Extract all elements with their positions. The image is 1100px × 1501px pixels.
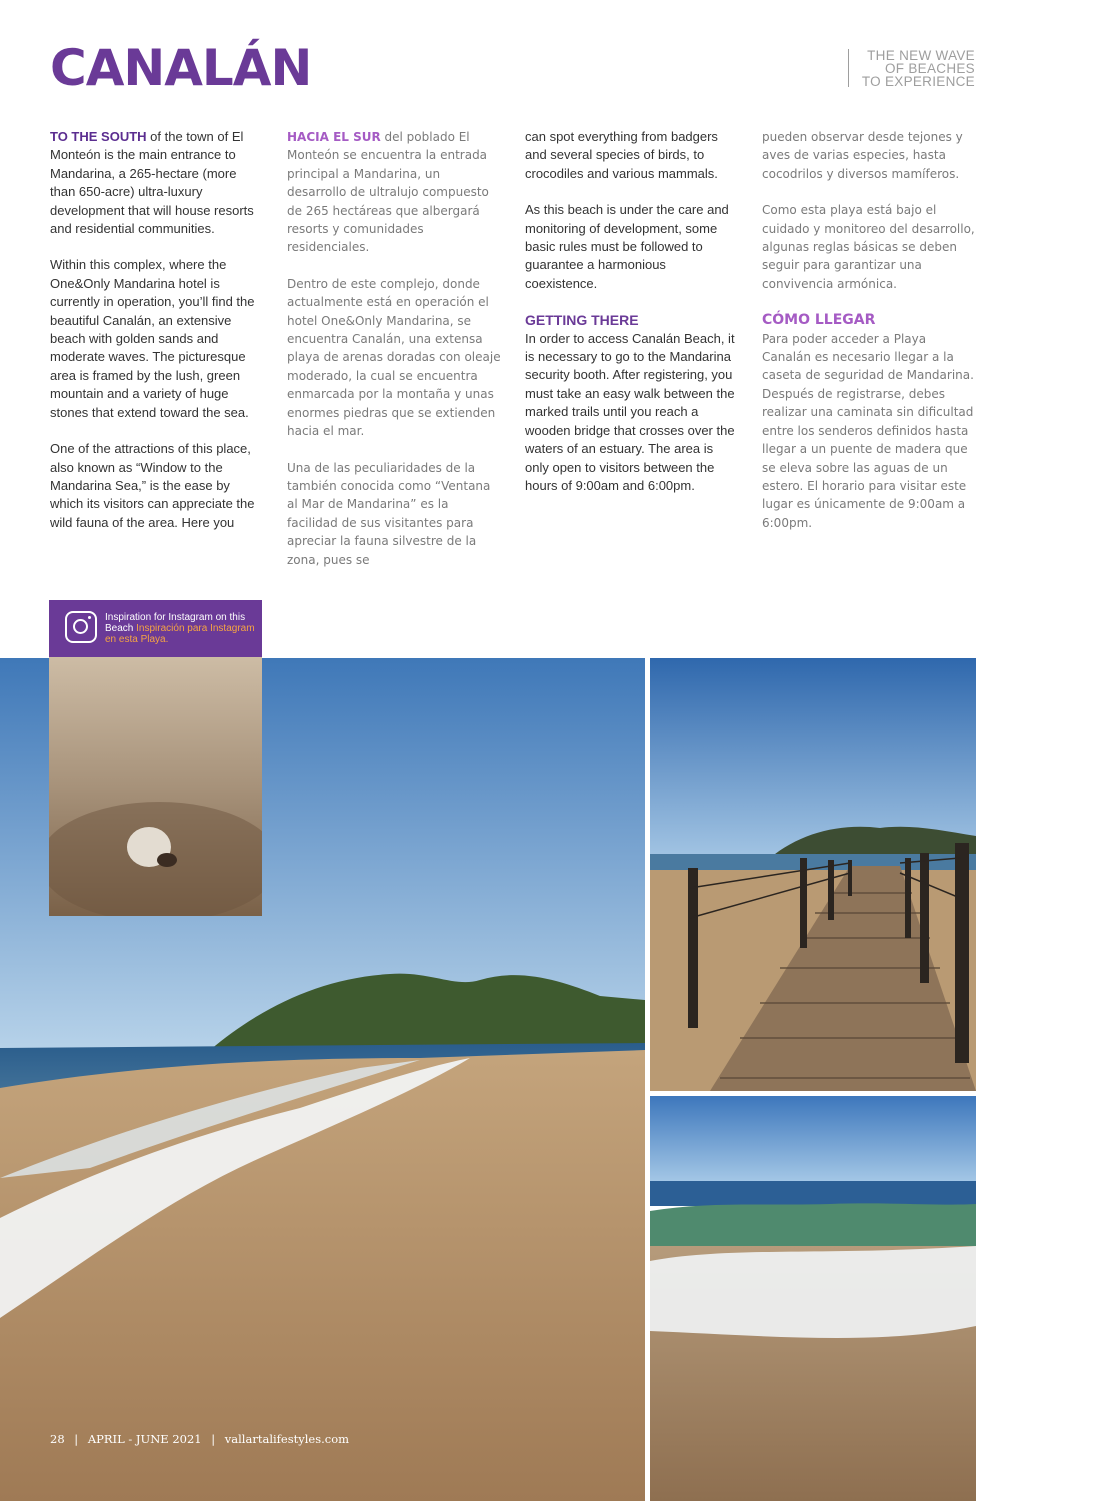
footer-separator: |	[74, 1432, 79, 1446]
page-number: 28	[50, 1432, 65, 1446]
paragraph: One of the attractions of this place, also known as “Window to the Mandarina Sea,” is the ease by which its visitors can appreciate the wild fauna of the area. Here you	[50, 441, 255, 530]
paragraph: In order to access Canalán Beach, it is necessary to go to the Mandarina security booth. After registering, you must take an easy walk between the marked trails until you reach a wooden bridge that crosses over the waters of an estuary. The area is only open to visitors between the hours of 9:00am and 6:00pm.	[525, 330, 735, 493]
tagline-line-1: THE NEW WAVE	[867, 48, 975, 63]
paragraph: Como esta playa está bajo el cuidado y monitoreo del desarrollo, algunas reglas básicas se deben seguir para garantizar una convivencia armónica.	[762, 203, 975, 291]
boardwalk-photo	[650, 658, 976, 1091]
instagram-caption-en: Inspiration for Instagram on this Beach	[105, 612, 246, 634]
tagline-line-3: TO EXPERIENCE	[861, 74, 975, 89]
hermit-crab-photo	[49, 657, 262, 916]
instagram-caption-es: Inspiración para Instagram en esta Playa.	[105, 623, 255, 645]
page-title: CANALÁN	[50, 39, 312, 97]
issue-date: APRIL - JUNE 2021	[87, 1432, 202, 1446]
paragraph-text: of the town of El Monteón is the main entrance to Mandarina, a 265-hectare (more than 650-acre) ultra-luxury development that will house resorts and residential communities.	[50, 129, 254, 237]
paragraph-text: del poblado El Monteón se encuentra la entrada principal a Mandarina, un desarrollo de ultralujo compuesto de 265 hectáreas que albergará resorts y comunidades residenciales.	[287, 130, 489, 255]
paragraph: Para poder acceder a Playa Canalán es necesario llegar a la caseta de seguridad de Mandarina. Después de registrarse, debes realizar una caminata sin dificultad entre los senderos definidos hasta llegar a un puente de madera que se eleva sobre las aguas de un estero. El horario para visitar este lugar es únicamente de 9:00am a 6:00pm.	[762, 331, 974, 530]
tagline-line-2: OF BEACHES	[884, 61, 975, 76]
paragraph	[50, 128, 265, 238]
paragraph: Dentro de este complejo, donde actualmente está en operación el hotel One&Only Mandarina, se encuentra Canalán, una extensa playa de arenas doradas con oleaje moderado, la cual se encuentra enmarcada por la montaña y unas enormes piedras que se extienden hacia el mar.	[287, 276, 501, 439]
instagram-icon	[65, 611, 97, 643]
article-column-4	[762, 128, 977, 550]
paragraph: Within this complex, where the One&Only Mandarina hotel is currently in operation, you’ll find the beautiful Canalán, an extensive beach with golden sands and moderate waves. The picturesque area is framed by the lush, green mountain and a variety of huge stones that extend toward the sea.	[50, 257, 255, 420]
article-column-2	[287, 128, 502, 587]
instagram-promo	[49, 600, 262, 657]
page-footer	[50, 1432, 355, 1446]
paragraph: can spot everything from badgers and several species of birds, to crocodiles and various mammals.	[525, 129, 718, 181]
paragraph: Una de las peculiaridades de la también conocida como “Ventana al Mar de Mandarina” es la facilidad de sus visitantes para apreciar la fauna silvestre de la zona, pues se	[287, 460, 491, 567]
article-column-3	[525, 128, 740, 513]
tagline-divider	[848, 49, 855, 87]
footer-separator: |	[211, 1432, 216, 1446]
website-link[interactable]: vallartalifestyles.com	[224, 1432, 350, 1446]
paragraph: pueden observar desde tejones y aves de varias especies, hasta cocodrilos y diversos mamíferos.	[762, 130, 963, 181]
wave-photo	[650, 1096, 976, 1501]
lead-in: TO THE SOUTH	[50, 129, 147, 144]
section-heading: CÓMO LLEGAR	[762, 312, 876, 329]
paragraph	[287, 128, 502, 257]
instagram-caption	[105, 612, 255, 645]
lead-in: HACIA EL SUR	[287, 130, 381, 144]
article-column-1	[50, 128, 265, 550]
paragraph: As this beach is under the care and monitoring of development, some basic rules must be followed to guarantee a harmonious coexistence.	[525, 202, 729, 291]
section-heading: GETTING THERE	[525, 312, 639, 329]
section-tagline	[862, 49, 975, 88]
